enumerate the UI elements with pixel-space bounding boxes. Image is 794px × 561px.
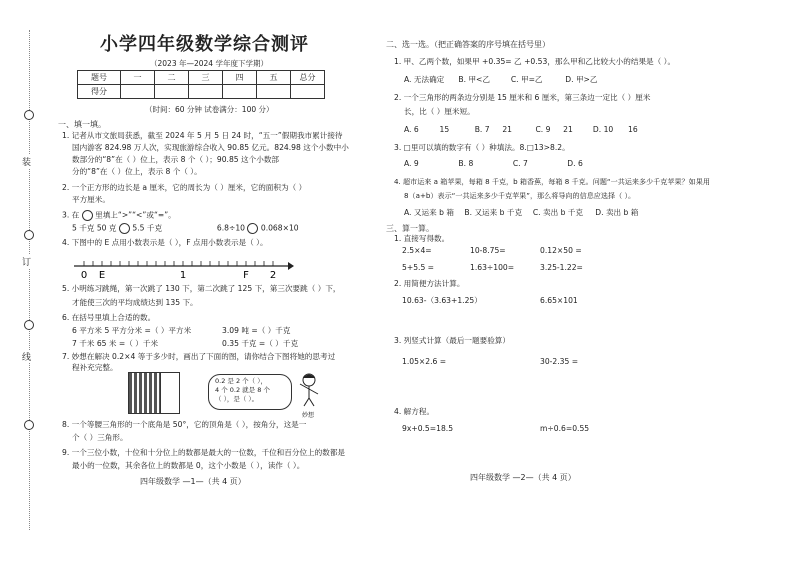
binding-label-zhuang: 装 [22,155,31,168]
answer-circle[interactable] [247,223,258,234]
option-value: 15 [439,125,450,134]
time-info: （时间：60 分钟 试卷满分：100 分） [145,105,274,114]
equation-item: m÷0.6=0.55 [540,424,590,433]
score-cell: 二 [155,71,189,85]
q6-item: 3.09 吨 =（ ）千克 [222,326,291,335]
q5-line-a: 5. 小明练习跳绳，第一次跳了 130 下，第二次跳了 125 下，第三次要跳（ ）下， [62,284,341,293]
page-2 [384,0,794,561]
score-input-cell[interactable] [291,85,325,99]
page-subtitle: （2023 年—2024 学年度下学期） [150,59,268,68]
number-line [72,258,294,280]
section-2-heading: 二、选一选。（把正确答案的序号填在括号里） [386,40,550,49]
calc-item: 10.63-（3.63+1.25） [402,296,482,305]
option-value: 16 [628,125,638,134]
q3-item: 5 千克 50 克 [72,223,117,233]
option[interactable]: B. 7 [474,125,490,134]
q5-line-b: 才能使三次的平均成绩达到 135 下。 [72,298,198,307]
option[interactable]: D. 6 [567,159,583,168]
score-table-score-row [78,85,325,99]
q3-item: 0.068×10 [260,223,299,233]
score-input-cell[interactable] [155,85,189,99]
bubble-line: 4 个 0.2 就是 8 个 [215,386,270,394]
score-table-header-row [78,71,325,85]
option[interactable]: C. 甲=乙 [510,75,543,84]
calc-item: 3.25-1.22= [540,263,583,272]
r2-line-a: 2. 一个三角形的两条边分别是 15 厘米和 6 厘米，第三条边一定比（ ）厘米 [394,93,651,102]
q2-line-a: 2. 一个正方形的边长是 a 厘米，它的周长为（ ）厘米，它的面积为（ ） [62,183,307,192]
option[interactable]: A. 无法确定 [404,75,445,84]
calc-item: 1.05×2.6 = [402,357,447,366]
q2-line-b: 平方厘米。 [72,195,110,204]
option[interactable]: B. 甲<乙 [458,75,491,84]
numline-label: 1 [179,270,187,280]
option-value: 21 [502,125,512,134]
score-input-cell[interactable] [121,85,155,99]
q3-compare-row [72,223,299,234]
q3-text-a: 3. 在 [62,210,80,220]
q7-line-b: 程补充完整。 [72,363,118,372]
q6-item: 7 千米 65 米 =（ ）千米 [72,339,159,348]
girl-figure-icon [296,372,322,408]
numline-label: E [98,270,106,280]
r3-line: 3. □里可以填的数字有（ ）种填法。8.□13>8.2。 [394,143,570,152]
page-footer: 四年级数学 —2—（共 4 页） [470,473,576,482]
equation-item: 9x+0.5=18.5 [402,424,454,433]
q1-line-d: 分的“8”在（ ）位上，表示 8 个（ ）。 [72,167,202,176]
r4-options [404,208,638,218]
calc-item: 2.5×4= [402,246,432,255]
s1-heading: 1. 直接写得数。 [394,234,450,243]
option[interactable]: D. 甲>乙 [565,75,598,84]
q1-line-b: 国内游客 824.98 万人次，实现旅游综合收入 90.85 亿元。824.98 这个小数中小 [72,143,349,152]
calc-item: 1.63÷100= [470,263,515,272]
section-3-heading: 三、算一算。 [386,224,434,233]
score-cell: 三 [189,71,223,85]
option[interactable]: C. 9 [535,125,551,134]
q3-text-b: 里填上“>”“<”或“=”。 [95,210,176,220]
page-footer: 四年级数学 —1—（共 4 页） [140,477,246,486]
s4-heading: 4. 解方程。 [394,407,435,416]
q6-heading: 6. 在括号里填上合适的数。 [62,313,156,322]
q6-item: 0.35 千克 =（ ）千克 [222,339,299,348]
r1-line: 1. 甲、乙两个数，如果甲 +0.35= 乙 +0.53，那么甲和乙比较大小的结果是（ ）。 [394,57,676,66]
option[interactable]: D. 10 [592,125,614,134]
bubble-line: （ ），是（ ）。 [215,395,259,403]
q8-line-a: 8. 一个等腰三角形的一个底角是 50°，它的顶角是（ ），按角分，这是一 [62,420,307,429]
score-cell: 四 [223,71,257,85]
calc-item: 10-8.75= [470,246,506,255]
q1-line-c: 数部分的“8”在（ ）位上，表示 8 个（ ）；90.85 这个小数部 [72,155,280,164]
score-cell: 一 [121,71,155,85]
option[interactable]: B. 8 [458,159,474,168]
r1-options [404,75,598,85]
q6-item: 6 平方米 5 平方分米 =（ ）平方米 [72,326,192,335]
s3-heading: 3. 列竖式计算（最后一题要验算） [394,336,510,345]
score-input-cell[interactable] [189,85,223,99]
score-cell: 五 [257,71,291,85]
girl-label: 妙想 [302,412,315,419]
q9-line-a: 9. 一个三位小数，十位和十分位上的数都是最大的一位数，千位和百分位上的数都是 [62,448,346,457]
calc-item: 30-2.35 = [540,357,579,366]
option[interactable]: A. 又运来 b 箱 [404,208,454,217]
r2-options [404,125,638,135]
q3-item: 5.5 千克 [132,223,163,233]
score-input-cell[interactable] [257,85,291,99]
option[interactable]: B. 又运来 b 千克 [464,208,523,217]
q7-line-a: 7. 妙想在解决 0.2×4 等于多少时，画出了下面的图，请你结合下图将她的思考过 [62,352,336,361]
q3-line [62,210,176,221]
calc-item: 0.12×50 = [540,246,582,255]
numline-label: 2 [269,270,277,280]
q4-line: 4. 下图中的 E 点用小数表示是（ ），F 点用小数表示是（ ）。 [62,238,268,247]
numline-label: F [243,270,249,280]
option[interactable]: D. 卖出 b 箱 [595,208,639,217]
binding-label-xian: 线 [22,350,31,363]
q1-line-a: 1. 记者从市文旅局获悉，截至 2024 年 5 月 5 日 24 时，“五一”假期我市累计接待 [62,131,343,140]
r3-options [404,159,583,169]
option[interactable]: A. 9 [404,159,419,168]
speech-bubble [208,374,292,410]
section-1-heading: 一、填一填。 [58,120,106,129]
option[interactable]: C. 7 [512,159,528,168]
bubble-line: 0.2 是 2 个（ ）， [215,377,267,385]
r4-line-a: 4. 超市运来 a 箱苹果，每箱 8 千克，b 箱香蕉，每箱 8 千克。问题“一共运来多少千克苹果？如果用 [394,177,710,186]
s2-heading: 2. 用简便方法计算。 [394,279,465,288]
score-cell: 得分 [78,85,121,99]
option-value: 21 [563,125,573,134]
binding-label-ding: 订 [22,255,31,268]
q8-line-b: 个（ ）三角形。 [72,433,128,442]
option[interactable]: A. 6 [404,125,419,134]
q9-line-b: 最小的一位数，其余各位上的数都是 0，这个小数是（ ），读作（ ）。 [72,461,305,470]
score-table [77,70,325,99]
page-1 [0,0,380,561]
r2-line-b: 长，比（ ）厘米短。 [404,107,475,116]
answer-circle[interactable] [82,210,93,221]
q3-item: 6.8÷10 [216,223,246,233]
score-cell: 总分 [291,71,325,85]
page-title: 小学四年级数学综合测评 [100,34,309,55]
calc-item: 5+5.5 = [402,263,435,272]
calc-item: 6.65×101 [540,296,578,305]
score-input-cell[interactable] [223,85,257,99]
score-cell: 题号 [78,71,121,85]
r4-line-b: 8（a+b）表示“一共运来多少千克苹果”，那么将导向的信息应选择（ ）。 [404,191,636,200]
option[interactable]: C. 卖出 b 千克 [532,208,583,217]
answer-circle[interactable] [119,223,130,234]
numline-label: 0 [80,270,88,280]
decimal-grid-figure [128,372,180,414]
